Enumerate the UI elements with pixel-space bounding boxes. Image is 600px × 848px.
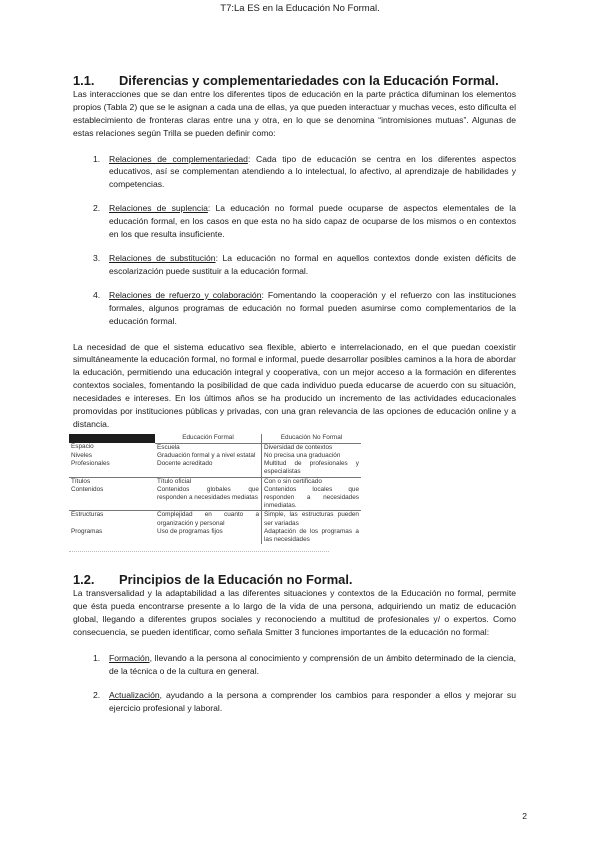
list-item-term: Relaciones de suplencia (109, 203, 208, 214)
list-item-term: Relaciones de substitución (109, 252, 216, 263)
list-item-term: Relaciones de complementariedad (109, 153, 248, 164)
table-row: Profesionales Docente acreditado Multitud de profesionales y especialistas (71, 460, 359, 476)
list-item-term: Actualización (109, 689, 160, 700)
body-paragraph: La necesidad de que el sistema educativo sea flexible, abierto e interrelacionado, en el que puedan coexistir simultáneamente la educación formal, no formal e informal, puede desarrollar posibles caminos a la hora de abordar la educación, permitiendo una educación integral y cooperativa, con un mejor acceso a la formación en diferentes contextos sociales, fomentando la posibilidad de que cada individuo pueda educarse de acuerdo con su situación, necesidades e intereses. En los últimos años se ha producido un incremento de las actividades educacionales promovidas por instituciones públicas y privadas, con una gran relevancia de las opciones de educación online y a distancia. (73, 341, 516, 429)
section-number: 1.1. (73, 73, 95, 88)
functions-list (73, 652, 516, 715)
table-header-blank (69, 434, 155, 444)
list-item-term: Relaciones de refuerzo y colaboración (109, 289, 262, 300)
table-row: Contenidos Contenidos globales que responden a necesidades mediatas Contenidos locales que responden a necesidades inmediatas. (71, 485, 359, 510)
list-item: 2. Actualización, ayudando a la persona a comprender los cambios para responder a ellos y mejorar su ejercicio profesional y laboral. (93, 689, 516, 713)
relations-list (73, 153, 516, 328)
list-item: 2. Relaciones de suplencia: La educación no formal puede ocuparse de aspectos elementales de la educación formal, en los casos en que esta no ha sido capaz de ocuparse de los mismos o en contextos en los que resulta insuficiente. (93, 203, 516, 240)
section-intro: La transversalidad y la adaptabilidad a las diferentes situaciones y contextos de la Educación no formal, permite que ésta pueda encontrarse presente a lo largo de la vida de una persona, adquiriendo un matiz de educación global, llegando a diferentes grupos sociales y reconociendo a multitud de profesionales y/ o expertos. Como consecuencia, se pueden identificar, como señala Smitter 3 funciones importantes de la educación no formal: (73, 588, 516, 637)
table-row: Niveles Graduación formal y a nivel estatal No precisa una graduación (71, 452, 341, 460)
table-row: Estructuras Complejidad en cuanto a organización y personal Simple, las estructuras pueden ser variadas (71, 511, 359, 527)
list-item: 4. Relaciones de refuerzo y colaboración: Fomentando la cooperación y el refuerzo con las instituciones formales, algunos programas de educación no formal pueden asumirse como complementarios de la educación formal. (93, 289, 516, 326)
section-number: 1.2. (73, 572, 95, 588)
page-content (73, 75, 516, 714)
list-item: 1. Formación, llevando a la persona al conocimiento y comprensión de un ámbito determinado de la ciencia, de la técnica o de la cultura en general. (93, 652, 516, 676)
table-row: Espacio Escuela Diversidad de contextos (71, 443, 333, 451)
document-header: T7:La ES en la Educación No Formal. (220, 3, 380, 14)
table-row: Programas Uso de programas fijos Adaptación de los programas a las necesidades (71, 527, 359, 544)
section-title: Diferencias y complementariedades con la Educación Formal. (119, 73, 499, 88)
table-header-formal: Educación Formal (155, 434, 262, 444)
table-row: Títulos Título oficial Con o sin certificado (69, 477, 361, 486)
table-footnote-line (69, 546, 329, 552)
table-header-nonformal: Educación No Formal (262, 434, 362, 444)
section-intro: Las interacciones que se dan entre los diferentes tipos de educación en la parte práctica difuminan los elementos propios (Tabla 2) que se le asignan a cada una de ellas, ya que pueden interactuar y muchas veces, esto dificulta el establecimiento de fronteras claras entre una y otra, en lo que se denomina “intromisiones mutuas”. Algunas de estas relaciones según Trilla se pueden definir como: (73, 88, 516, 138)
list-item: 3. Relaciones de substitución: La educación no formal en aquellos contextos donde existen déficits de escolarización puede sustituir a la educación formal. (93, 252, 516, 276)
section-heading-1-2 (73, 574, 516, 587)
section-heading-1-1 (73, 75, 516, 88)
list-item-term: Formación (109, 652, 150, 663)
list-item: 1. Relaciones de complementariedad: Cada tipo de educación se centra en los diferentes aspectos educativos, así se complementan atendiendo a lo intelectual, lo afectivo, al aprendizaje de habilidades y competencias. (93, 153, 517, 190)
comparison-table (69, 434, 361, 552)
page-number: 2 (522, 811, 527, 821)
section-title: Principios de la Educación no Formal. (119, 572, 353, 588)
